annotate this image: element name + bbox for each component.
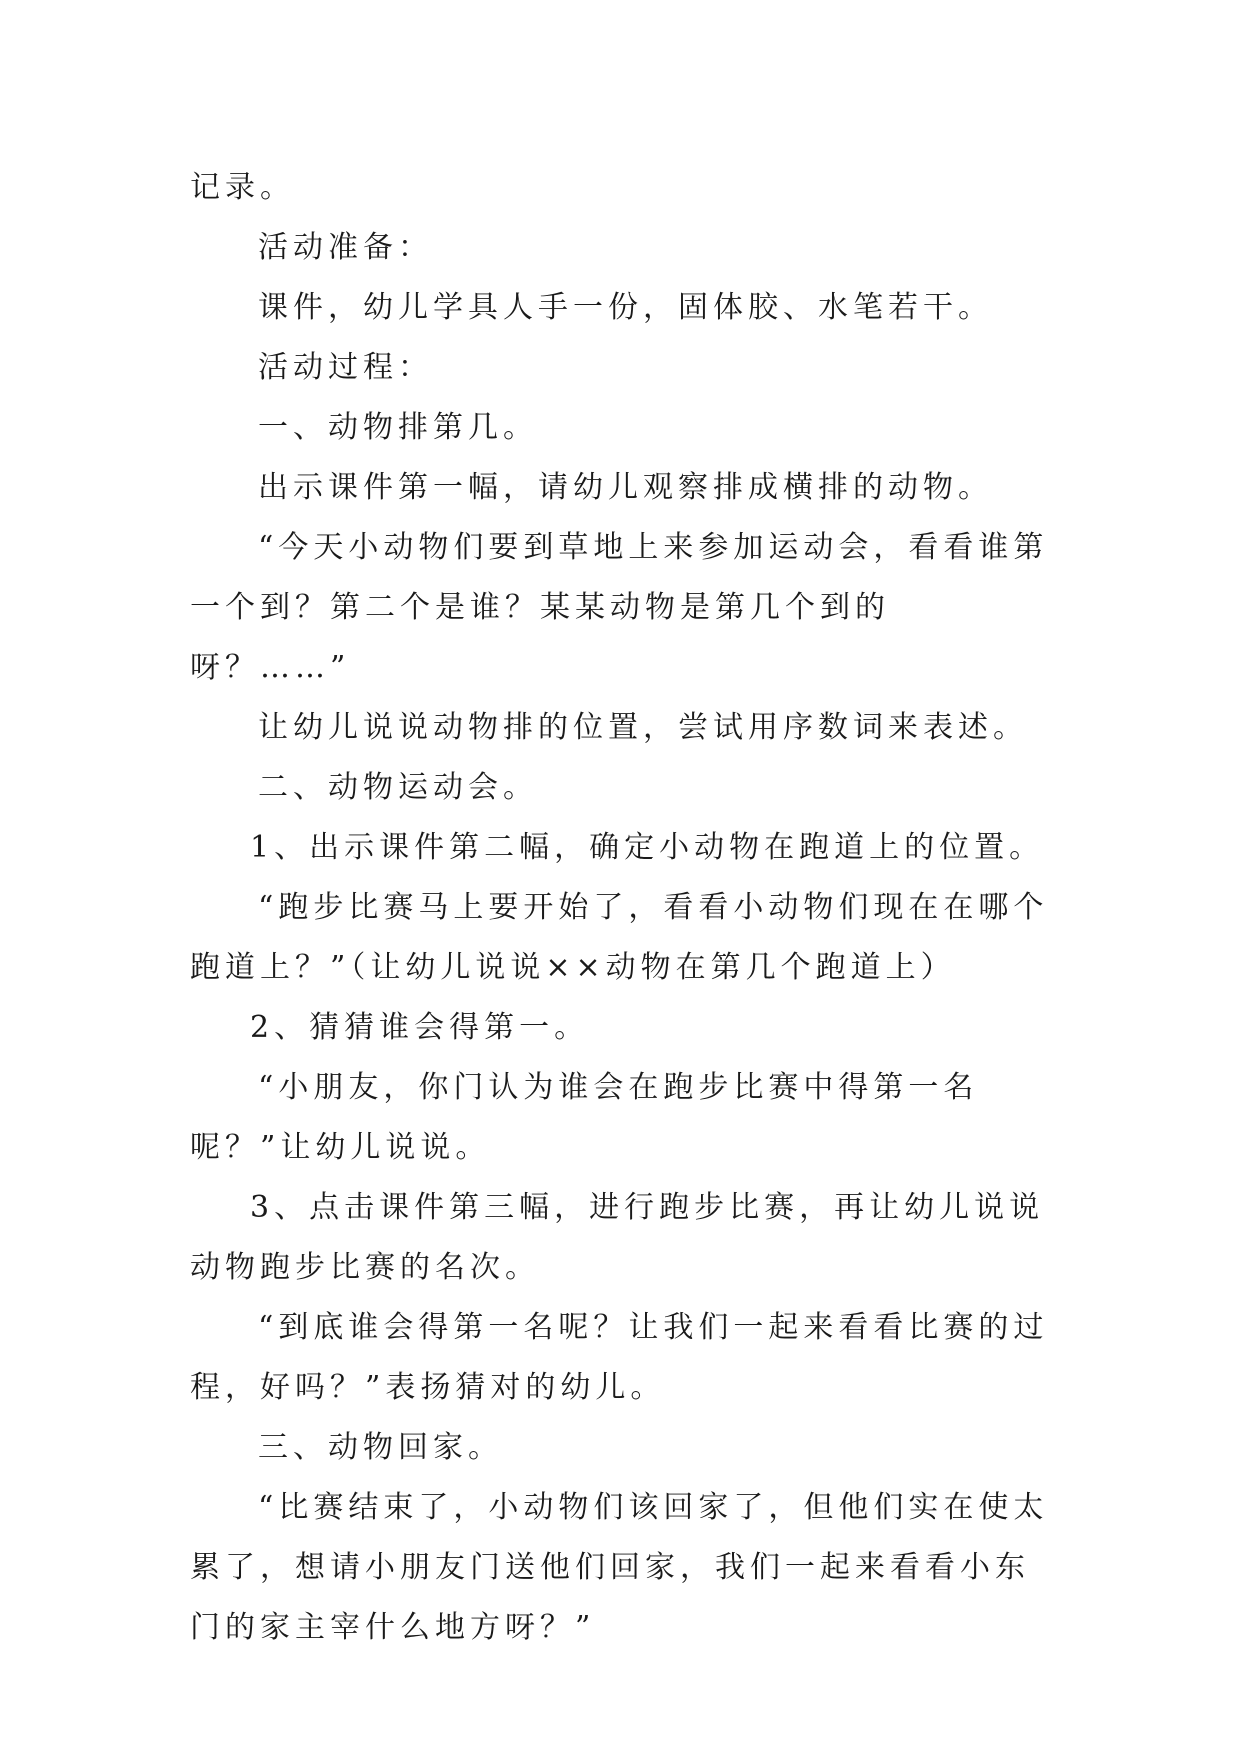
- paragraph-section-two-step-1: 1、出示课件第二幅，确定小动物在跑道上的位置。: [250, 830, 1045, 865]
- paragraph-section-three-title: 三、动物回家。: [258, 1430, 503, 1465]
- paragraph-section-two-title: 二、动物运动会。: [258, 770, 538, 805]
- paragraph-section-one-title: 一、动物排第几。: [258, 410, 538, 445]
- paragraph-section-two-quote-2: “小朋友，你门认为谁会在跑步比赛中得第一名呢？”让幼儿说说。: [190, 1070, 979, 1165]
- document-body: [190, 158, 1050, 1658]
- paragraph-section-two-quote-3: “到底谁会得第一名呢？让我们一起来看看比赛的过程，好吗？”表扬猜对的幼儿。: [190, 1310, 1049, 1405]
- paragraph-section-one-quote: “今天小动物们要到草地上来参加运动会，看看谁第一个到？第二个是谁？某某动物是第几个到的呀？……”: [190, 530, 1049, 685]
- paragraph-section-one-followup: 让幼儿说说动物排的位置，尝试用序数词来表述。: [258, 710, 1028, 745]
- paragraph-continuation: 记录。: [190, 170, 295, 205]
- paragraph-heading-preparation: 活动准备：: [258, 230, 433, 265]
- paragraph-heading-process: 活动过程：: [258, 350, 433, 385]
- paragraph-materials: 课件，幼儿学具人手一份，固体胶、水笔若干。: [258, 290, 993, 325]
- paragraph-section-two-quote-1: “跑步比赛马上要开始了，看看小动物们现在在哪个跑道上？”（让幼儿说说××动物在第几个跑道上）: [190, 890, 1049, 985]
- paragraph-section-two-step-2: 2、猜猜谁会得第一。: [250, 1010, 590, 1045]
- paragraph-section-two-step-3: 3、点击课件第三幅，进行跑步比赛，再让幼儿说说动物跑步比赛的名次。: [190, 1190, 1045, 1285]
- paragraph-section-one-step: 出示课件第一幅，请幼儿观察排成横排的动物。: [258, 470, 993, 505]
- paragraph-section-three-quote: “比赛结束了，小动物们该回家了，但他们实在使太累了，想请小朋友门送他们回家，我们一起来看看小东门的家主宰什么地方呀？”: [190, 1490, 1049, 1645]
